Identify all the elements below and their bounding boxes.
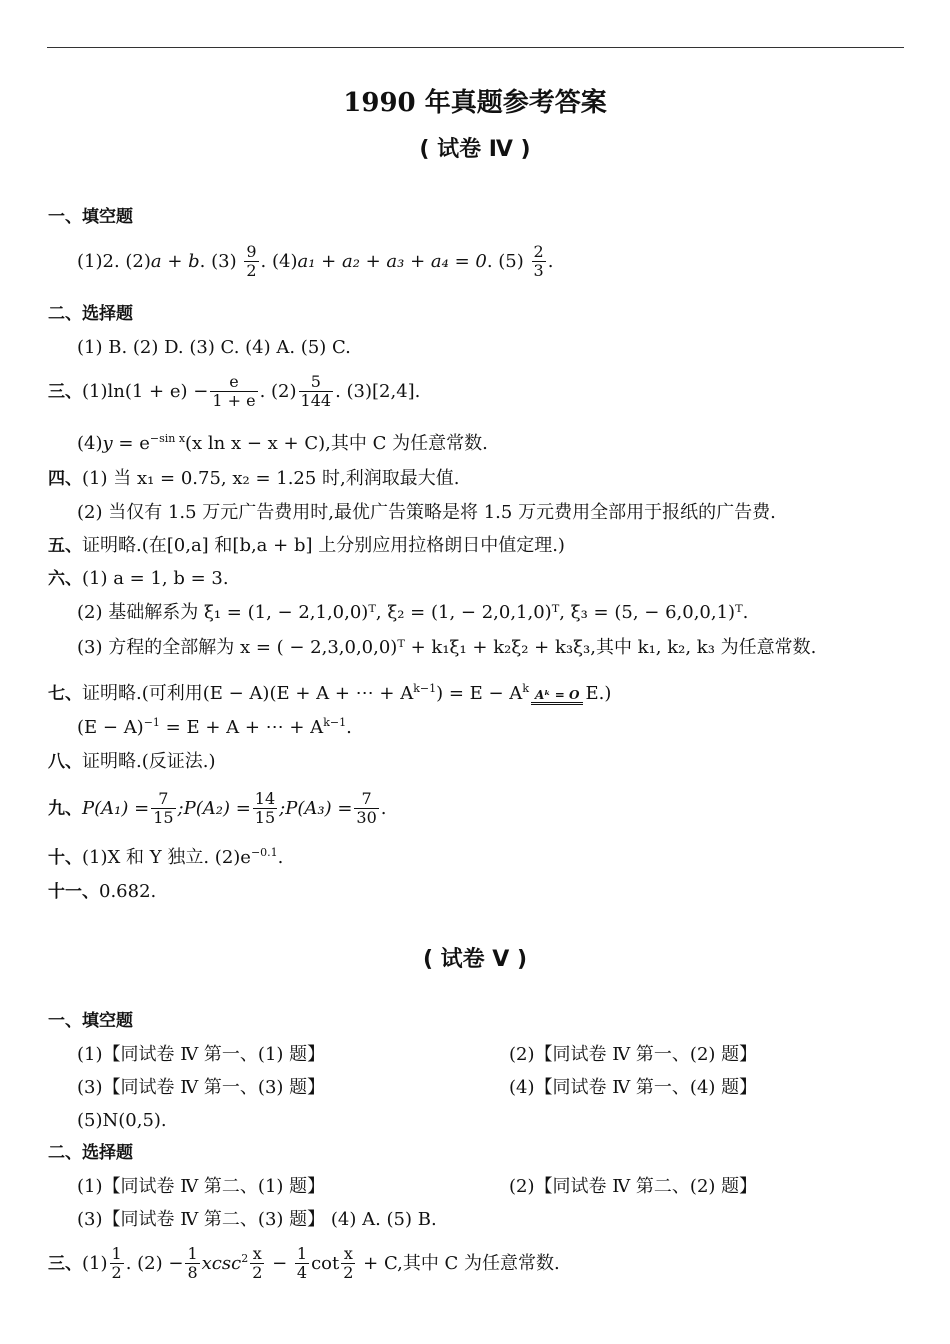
p5-s1-label: 一、填空题 [48,1011,133,1031]
p5-s1-a4: (4)【同试卷 Ⅳ 第一、(4) 题】 [509,1077,758,1098]
over-label: Aᵏ = O [531,689,583,705]
p4-s7-l2-pre: (E − A) [77,717,144,738]
fraction-x-2b [341,1245,355,1283]
fraction-14-15 [253,790,277,828]
frac-den: 15 [254,808,276,828]
p4-s11-text: 0.682. [99,881,157,902]
p4-s3-rest: (x ln x − x + C),其中 C 为任意常数. [185,433,488,454]
implies-arrow [531,689,583,711]
frac-num: 7 [151,790,175,809]
p4-s3-line1 [48,373,420,411]
p4-s4-line2: (2) 当仅有 1.5 万元广告费用时,最优广告策略是将 1.5 万元费用全部用于报纸的广告费. [77,502,776,523]
p4-s9-pa3: ;P(A₃) = [279,797,353,819]
frac-num: 5 [299,373,334,392]
p5-s2-label: 二、选择题 [48,1143,133,1163]
p4-s9-pa1: P(A₁) = [82,797,150,819]
p4-s1-label: 一、填空题 [48,207,133,227]
frac-den: 2 [111,1263,122,1283]
p4-s3-exp-sup: −sin x [149,432,186,445]
p5-s3-minus: − [266,1252,293,1274]
frac-den: 2 [343,1263,354,1283]
p4-s1-pre3: . (3) [199,250,243,272]
page-title: 1990 年真题参考答案 [343,88,607,118]
p4-s7-l2-sup1: −1 [143,716,160,729]
p4-s3-line2 [77,432,488,455]
p5-s3-xcsc: xcsc [201,1252,242,1274]
p5-s2-a3: (3)【同试卷 Ⅳ 第二、(3) 题】 (4) A. (5) B. [77,1209,437,1230]
frac-den: 15 [153,808,174,828]
p4-s2-label: 二、选择题 [48,304,133,324]
fraction-5-144 [299,373,334,411]
frac-den: 30 [356,808,377,828]
p4-s10-sup: −0.1 [250,846,278,859]
p5-s3-line [48,1245,560,1283]
p4-s1-a4: a₁ + a₂ + a₃ + a₄ = 0 [297,250,487,272]
p4-s9-label: 九、 [48,798,82,819]
p4-s5-label: 五、 [48,536,82,556]
frac-den: 2 [252,1263,263,1283]
p4-s4-line1 [48,468,460,490]
fraction-1-2 [110,1245,124,1283]
p4-s8-line [48,751,216,773]
p4-s6-l1: (1) a = 1, b = 3. [82,568,229,589]
p5-s2-a1: (1)【同试卷 Ⅳ 第二、(1) 题】 [77,1176,326,1197]
p4-s6-line1 [48,568,229,590]
p4-s3-p1: (1)ln(1 + e) − [82,380,209,402]
fraction-1-8 [185,1245,199,1283]
p4-s7-label: 七、 [48,684,82,704]
p5-s3-p2: . (2) − [125,1252,184,1274]
p4-s1-end: . [547,250,554,272]
p4-s7-l2-end: . [346,717,352,738]
p4-s6-line3: (3) 方程的全部解为 x = ( − 2,3,0,0,0)ᵀ + k₁ξ₁ + k₂ξ₂ + k₃ξ₃,其中 k₁, k₂, k₃ 为任意常数. [77,637,817,658]
p4-s3-y: y [102,433,113,454]
fraction-e [210,373,257,411]
p4-s6-line2: (2) 基础解系为 ξ₁ = (1, − 2,1,0,0)ᵀ, ξ₂ = (1, − 2,0,1,0)ᵀ, ξ₃ = (5, − 6,0,0,1)ᵀ. [77,602,749,623]
frac-num: 9 [246,242,257,261]
paper5-heading: ( 试卷 Ⅴ ) [422,947,528,972]
p4-s7-pre: 证明略.(可利用(E − A)(E + A + ⋯ + A [82,683,414,704]
p4-s10-label: 十、 [48,848,82,868]
fraction-7-15 [151,790,175,828]
p4-s7-sup1: k−1 [413,682,437,695]
frac-den: 144 [300,391,332,411]
p5-s1-a5: (5)N(0,5). [77,1110,167,1131]
p5-s3-end: + C,其中 C 为任意常数. [357,1252,560,1274]
fraction-x-2 [250,1245,264,1283]
p4-s7-end: E.) [585,683,612,704]
p4-s5-text: 证明略.(在[0,a] 和[b,a + b] 上分别应用拉格朗日中值定理.) [82,535,565,556]
p4-s7-sup2: k [522,682,529,695]
frac-den: 4 [296,1263,308,1283]
frac-num: 2 [533,242,544,261]
p5-s2-a2: (2)【同试卷 Ⅳ 第二、(2) 题】 [509,1176,758,1197]
p4-s7-l2-sup2: k−1 [323,716,347,729]
p4-s7-mid: ) = E − A [436,683,523,704]
p4-s3-p3: . (3)[2,4]. [335,380,421,402]
p5-s3-p1: (1) [82,1252,108,1274]
frac-num: 1 [296,1244,308,1263]
frac-num: 1 [111,1244,122,1263]
p4-s10-text: (1)X 和 Y 独立. (2)e [82,847,251,868]
p4-s11-line [48,881,156,903]
p5-s1-a3: (3)【同试卷 Ⅳ 第一、(3) 题】 [77,1077,326,1098]
p4-s8-text: 证明略.(反证法.) [82,751,216,772]
p4-s1-answers [77,243,553,281]
top-rule [47,47,904,48]
p4-s4-l1: (1) 当 x₁ = 0.75, x₂ = 1.25 时,利润取最大值. [82,468,460,489]
p4-s5-line [48,535,565,557]
p4-s7-l2-mid: = E + A + ⋯ + A [159,717,324,738]
p5-s1-a2: (2)【同试卷 Ⅳ 第一、(2) 题】 [509,1044,758,1065]
frac-num: e [210,373,257,392]
frac-num: x [341,1245,355,1264]
frac-den: 3 [533,261,544,281]
p5-s3-label: 三、 [48,1253,82,1274]
p4-s9-line [48,790,387,828]
paper4-heading: ( 试卷 Ⅳ ) [419,137,531,162]
p4-s9-pa2: ;P(A₂) = [177,797,251,819]
p4-s8-label: 八、 [48,752,82,772]
p4-s3-label: 三、 [48,381,82,402]
p4-s1-a2: a + b [150,250,200,272]
p5-s3-cot: cot [311,1252,340,1274]
p4-s3-p2: . (2) [259,380,297,402]
p4-s2-answers: (1) B. (2) D. (3) C. (4) A. (5) C. [77,337,351,358]
p4-s7-line2 [77,716,352,739]
frac-den: 2 [246,261,257,281]
p4-s7-line1 [48,682,611,711]
frac-den: 1 + e [212,391,256,411]
p4-s4-label: 四、 [48,469,82,489]
p4-s10-line [48,846,283,869]
fraction-9-2 [244,243,258,281]
frac-num: 7 [354,790,378,809]
p4-s1-pre5: . (5) [486,250,530,272]
p4-s6-label: 六、 [48,569,82,589]
fraction-2-3 [532,243,546,281]
frac-num: 1 [187,1244,198,1263]
p4-s3-exp-base: = e [112,433,150,454]
p4-s11-label: 十一、 [48,882,99,902]
p4-s1-pre4: . (4) [260,250,298,272]
frac-num: x [250,1245,264,1264]
frac-den: 8 [187,1263,198,1283]
fraction-7-30 [354,790,378,828]
p5-s3-sq: 2 [241,1251,249,1265]
p4-s3-l2-pre: (4) [77,433,103,454]
frac-num: 14 [254,789,276,808]
fraction-1-4 [295,1245,309,1283]
p4-s1-a1: (1)2. (2) [77,250,151,272]
p4-s9-end: . [380,797,387,819]
p4-s10-end: . [277,847,284,868]
p5-s1-a1: (1)【同试卷 Ⅳ 第一、(1) 题】 [77,1044,326,1065]
